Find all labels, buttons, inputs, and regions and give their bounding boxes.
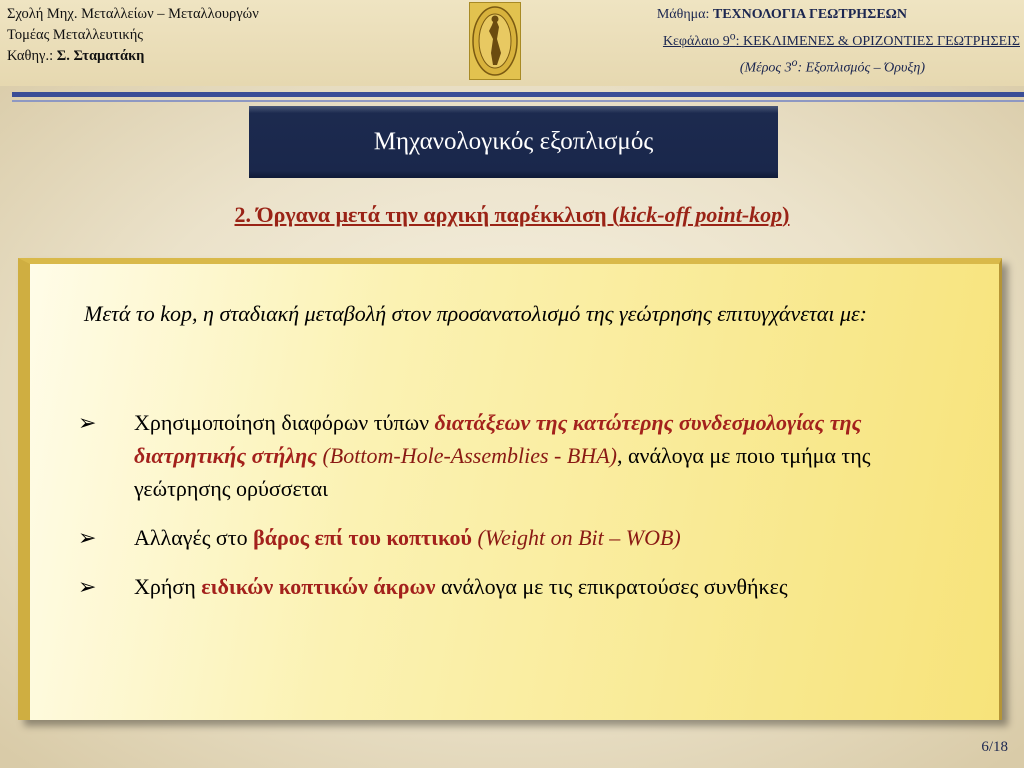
arrow-bullet-icon: ➢ — [78, 410, 97, 435]
content-panel — [18, 258, 1002, 720]
english-term: (Weight on Bit – WOB) — [471, 525, 681, 550]
chapter-line: Κεφάλαιο $9^o$: ΚΕΚΛΙΜΕΝΕΣ & ΟΡΙΖΟΝΤΙΕΣ ΓΕΩΤΡΗΣΕΙΣ — [662, 29, 1020, 49]
header — [0, 0, 1024, 86]
emphasis-text: βάρος επί του κοπτικού — [253, 525, 472, 550]
header-divider-thin — [12, 100, 1024, 102]
english-term: (Bottom-Hole-Assemblies - BHA) — [316, 443, 617, 468]
arrow-bullet-icon: ➢ — [78, 574, 97, 599]
university-logo — [469, 2, 521, 80]
course-name: ΤΕΧΝΟΛΟΓΙΑ ΓΕΩΤΡΗΣΕΩΝ — [712, 7, 907, 22]
bullet-list — [78, 406, 958, 619]
intro-text: Μετά το kop, η σταδιακή μεταβολή στον προσανατολισμό της γεώτρησης επιτυγχάνεται με: — [84, 301, 867, 326]
list-item: ➢ Χρήση ειδικών κοπτικών άκρων ανάλογα με τις επικρατούσες συνθήκες — [78, 570, 958, 603]
emphasis-text: ειδικών κοπτικών άκρων — [201, 574, 436, 599]
slide-title: Μηχανολογικός εξοπλισμός — [373, 128, 654, 155]
section-subtitle: 2. Όργανα μετά την αρχική παρέκκλιση (kick-off point-kop) — [234, 202, 790, 227]
school-name: Σχολή Μηχ. Μεταλλείων – Μεταλλουργών — [7, 6, 259, 22]
course-line: Μάθημα: ΤΕΧΝΟΛΟΓΙΑ ΓΕΩΤΡΗΣΕΩΝ — [656, 7, 907, 22]
page-number: 6/18 — [981, 739, 1008, 755]
emphasis-text: διατάξεων της κατώτερης συνδεσμολογίας της διατρητικής στήλης — [134, 410, 862, 468]
department-name: Τομέας Μεταλλευτικής — [7, 27, 144, 43]
list-item: ➢ Χρησιμοποίηση διαφόρων τύπων διατάξεων της κατώτερης συνδεσμολογίας της διατρητικής στήλης (Bottom-Hole-Assemblies - BHA), ανάλογα με ποιο τμήμα της γεώτρησης ορύσσεται — [78, 406, 958, 505]
institution-info — [7, 4, 259, 67]
header-divider-thick — [12, 92, 1024, 97]
professor-name: Σ. Σταματάκη — [56, 48, 145, 64]
slide-title-box — [249, 106, 778, 178]
seal-icon — [470, 3, 520, 79]
course-info — [560, 4, 1020, 78]
arrow-bullet-icon: ➢ — [78, 525, 97, 550]
professor-line: Καθηγ.: Σ. Σταματάκη — [7, 48, 145, 64]
part-line: (Μέρος $3^o$: Εξοπλισμός – Όρυξη) — [739, 55, 925, 76]
list-item: ➢ Αλλαγές στο βάρος επί του κοπτικού (Weight on Bit – WOB) — [78, 521, 958, 554]
